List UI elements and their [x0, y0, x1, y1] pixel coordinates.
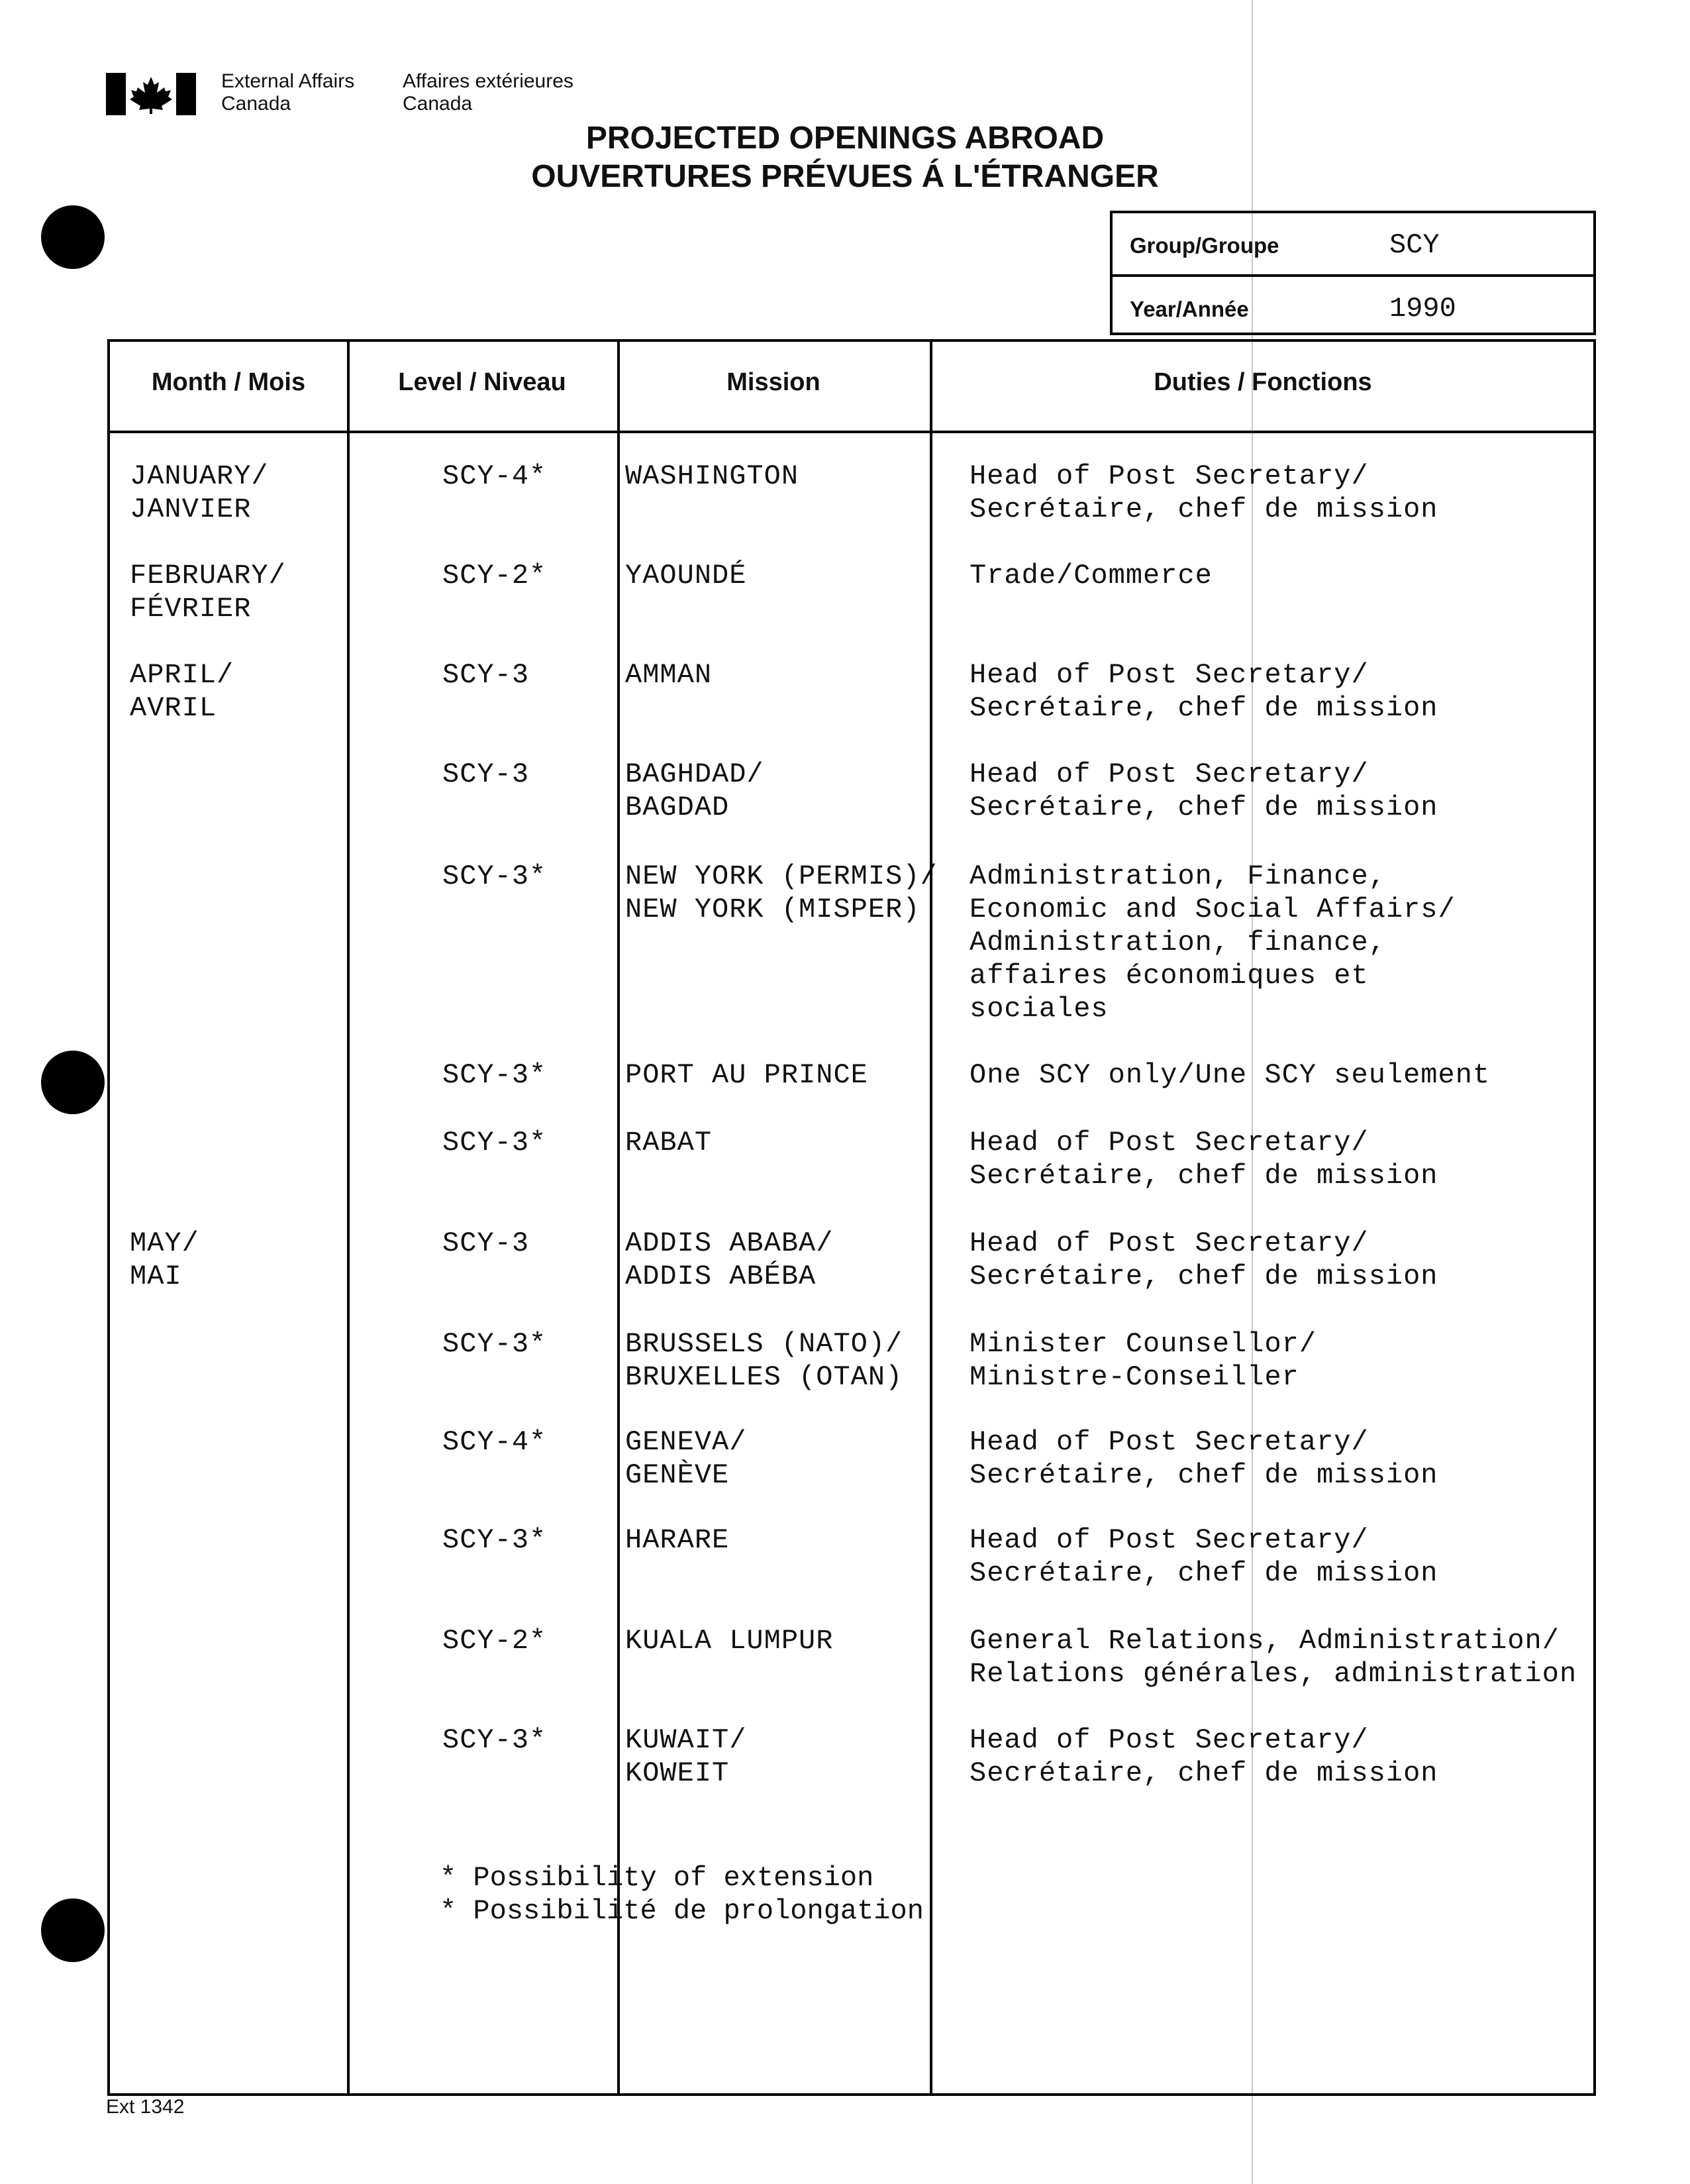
cell-duties: Head of Post Secretary/ Secrétaire, chef de mission [969, 758, 1438, 823]
group-value: SCY [1389, 229, 1440, 261]
year-row [1113, 274, 1593, 338]
form-number: Ext 1342 [106, 2096, 185, 2118]
punch-hole [41, 205, 105, 269]
cell-level: SCY-3* [442, 1328, 547, 1360]
cell-level: SCY-2* [442, 560, 547, 592]
cell-mission: PORT AU PRINCE [625, 1059, 868, 1091]
cell-mission: YAOUNDÉ [625, 560, 747, 592]
cell-duties: Head of Post Secretary/ Secrétaire, chef de mission [969, 1227, 1438, 1292]
cell-mission: BAGHDAD/ BAGDAD [625, 758, 764, 823]
cell-month: APRIL/ AVRIL [130, 659, 234, 724]
year-value: 1990 [1389, 293, 1456, 325]
group-label: Group/Groupe [1130, 233, 1279, 258]
cell-month: MAY/ MAI [130, 1227, 199, 1292]
cell-duties: Trade/Commerce [969, 560, 1213, 592]
cell-mission: KUWAIT/ KOWEIT [625, 1724, 747, 1789]
openings-table [107, 339, 1596, 2096]
cell-duties: Head of Post Secretary/ Secrétaire, chef de mission [969, 659, 1438, 724]
canada-flag-logo [106, 73, 196, 115]
column-divider [930, 342, 932, 2093]
cell-mission: KUALA LUMPUR [625, 1625, 834, 1657]
cell-duties: Minister Counsellor/ Ministre-Conseiller [969, 1328, 1317, 1393]
column-header-level: Level / Niveau [398, 368, 566, 396]
cell-level: SCY-4* [442, 1426, 547, 1458]
department-name-french: Affaires extérieures Canada [403, 70, 573, 115]
cell-month: FEBRUARY/ FÉVRIER [130, 560, 286, 625]
group-year-box [1110, 211, 1596, 335]
cell-mission: NEW YORK (PERMIS)/ NEW YORK (MISPER) [625, 860, 938, 925]
cell-level: SCY-3 [442, 1227, 530, 1259]
cell-level: SCY-3 [442, 659, 530, 691]
punch-hole [41, 1898, 105, 1962]
cell-mission: AMMAN [625, 659, 713, 691]
column-divider [617, 342, 620, 2093]
punch-hole [41, 1051, 105, 1114]
cell-level: SCY-3* [442, 1724, 547, 1756]
column-header-month: Month / Mois [151, 368, 306, 396]
cell-level: SCY-3* [442, 1059, 547, 1091]
year-label: Year/Année [1130, 297, 1249, 321]
cell-level: SCY-3* [442, 860, 547, 892]
cell-level: SCY-4* [442, 460, 547, 492]
column-divider [347, 342, 350, 2093]
cell-level: SCY-3* [442, 1524, 547, 1556]
cell-month: JANUARY/ JANVIER [130, 460, 269, 525]
cell-duties: One SCY only/Une SCY seulement [969, 1059, 1491, 1091]
cell-mission: ADDIS ABABA/ ADDIS ABÉBA [625, 1227, 834, 1292]
group-row [1113, 213, 1593, 274]
title-english: PROJECTED OPENINGS ABROAD [585, 121, 1105, 156]
cell-duties: Head of Post Secretary/ Secrétaire, chef de mission [969, 1426, 1438, 1491]
footnote-extension-en: * Possibility of extension [440, 1862, 874, 1894]
cell-duties: Head of Post Secretary/ Secrétaire, chef de mission [969, 1127, 1438, 1192]
header-divider [110, 431, 1593, 433]
cell-duties: Head of Post Secretary/ Secrétaire, chef de mission [969, 1524, 1438, 1589]
department-name-english: External Affairs Canada [221, 70, 355, 115]
cell-duties: Administration, Finance, Economic and Social Affairs/ Administration, finance, affaires économiques et sociales [969, 860, 1456, 1025]
column-header-mission: Mission [726, 368, 820, 396]
footnote-extension-fr: * Possibilité de prolongation [440, 1895, 924, 1927]
cell-level: SCY-3 [442, 758, 530, 790]
cell-mission: BRUSSELS (NATO)/ BRUXELLES (OTAN) [625, 1328, 903, 1393]
cell-duties: General Relations, Administration/ Relations générales, administration [969, 1625, 1577, 1690]
cell-duties: Head of Post Secretary/ Secrétaire, chef de mission [969, 460, 1438, 525]
column-header-duties: Duties / Fonctions [1154, 368, 1372, 396]
cell-level: SCY-2* [442, 1625, 547, 1657]
cell-mission: GENEVA/ GENÈVE [625, 1426, 747, 1491]
cell-level: SCY-3* [442, 1127, 547, 1159]
cell-duties: Head of Post Secretary/ Secrétaire, chef de mission [969, 1724, 1438, 1789]
cell-mission: WASHINGTON [625, 460, 799, 492]
cell-mission: HARARE [625, 1524, 730, 1556]
title-french: OUVERTURES PRÉVUES Á L'ÉTRANGER [531, 159, 1159, 194]
cell-mission: RABAT [625, 1127, 713, 1159]
